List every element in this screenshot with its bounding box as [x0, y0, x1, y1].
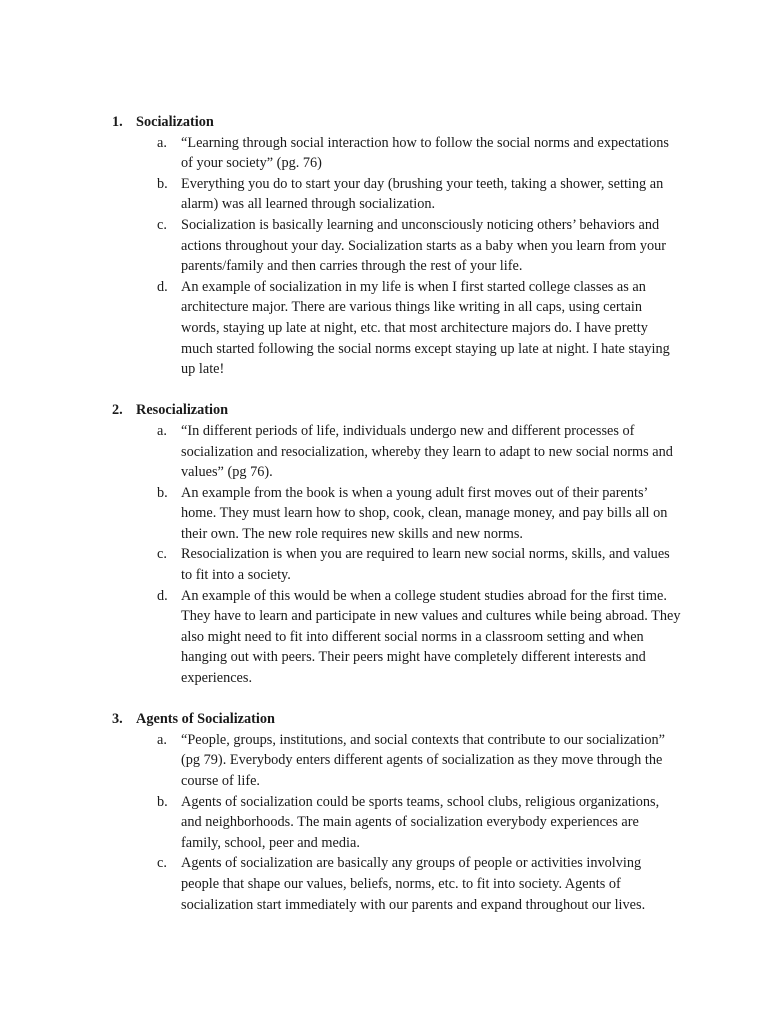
- section-number: 1.: [112, 114, 123, 130]
- item-text: Socialization is basically learning and unconsciously noticing others’ behaviors and actions throughout your day. Socialization starts as a baby when you learn from your parents/family and then carries through the rest of your life.: [181, 216, 667, 275]
- section-number: 3.: [112, 711, 123, 728]
- item-letter: b.: [157, 175, 168, 192]
- item-text: An example of this would be when a college student studies abroad for the first time. They have to learn and participate in new values and cultures while being abroad. They also might need to fit into different social norms in a classroom setting and when hanging out with peers. Their peers might have completely different interests and experiences.: [181, 587, 681, 687]
- list-item: [157, 215, 682, 277]
- item-list: [112, 730, 682, 915]
- list-item: [157, 133, 682, 174]
- item-letter: d.: [157, 587, 168, 604]
- item-text: An example of socialization in my life is when I first started college classes as an architecture major. There are various things like writing in all caps, using certain words, staying up late at night, etc. that most architecture majors do. I have pretty much started following the social norms except staying up late at night. I hate staying up late!: [181, 278, 670, 378]
- item-text: “People, groups, institutions, and social contexts that contribute to our socialization” (pg 79). Everybody enters different agents of socialization as they move through the course of life.: [181, 731, 666, 789]
- item-text: Agents of socialization could be sports teams, school clubs, religious organizations, and neighborhoods. The main agents of socialization everybody experiences are family, school, peer and media.: [181, 793, 660, 851]
- item-text: Resocialization is when you are required to learn new social norms, skills, and values to fit into a society.: [181, 546, 670, 584]
- list-item: [157, 483, 682, 545]
- list-item: [157, 421, 682, 483]
- item-letter: a.: [157, 731, 167, 748]
- item-letter: b.: [157, 484, 168, 501]
- item-letter: d.: [157, 278, 168, 295]
- list-item: [157, 544, 682, 585]
- section-resocialization: [112, 400, 682, 688]
- list-item: [157, 730, 682, 792]
- item-text: An example from the book is when a young adult first moves out of their parents’ home. They must learn how to shop, cook, clean, manage money, and pay bills all on their own. The new role requires new skills and new norms.: [181, 484, 668, 542]
- item-letter: c.: [157, 546, 167, 563]
- item-text: “Learning through social interaction how to follow the social norms and expectations of your society” (pg. 76): [181, 134, 669, 172]
- item-list: [112, 421, 682, 689]
- item-text: Agents of socialization are basically any groups of people or activities involving people that shape our values, beliefs, norms, etc. to fit into society. Agents of socialization start immediately with our parents and expand throughout our lives.: [181, 855, 646, 913]
- section-title: Resocialization: [136, 402, 229, 419]
- list-item: [157, 586, 682, 689]
- section-title: Agents of Socialization: [136, 711, 275, 728]
- section-number: 2.: [112, 402, 123, 419]
- item-text: Everything you do to start your day (brushing your teeth, taking a shower, setting an alarm) was all learned through socialization.: [181, 175, 664, 213]
- list-item: [157, 277, 682, 380]
- list-item: [157, 792, 682, 854]
- item-list: [112, 133, 682, 380]
- section-title: Socialization: [136, 114, 214, 130]
- item-letter: b.: [157, 793, 168, 810]
- outline-list: [112, 112, 682, 936]
- item-letter: c.: [157, 855, 167, 872]
- item-letter: c.: [157, 216, 167, 233]
- item-letter: a.: [157, 422, 167, 439]
- section-agents-of-socialization: [112, 709, 682, 915]
- section-heading: [112, 709, 682, 730]
- section-heading: [112, 400, 682, 421]
- list-item: [157, 853, 682, 915]
- list-item: [157, 174, 682, 215]
- item-letter: a.: [157, 134, 167, 151]
- section-socialization: [112, 112, 682, 380]
- item-text: “In different periods of life, individuals undergo new and different processes of socialization and resocialization, whereby they learn to adapt to new social norms and values” (pg 76).: [181, 422, 673, 481]
- section-heading: [112, 112, 682, 133]
